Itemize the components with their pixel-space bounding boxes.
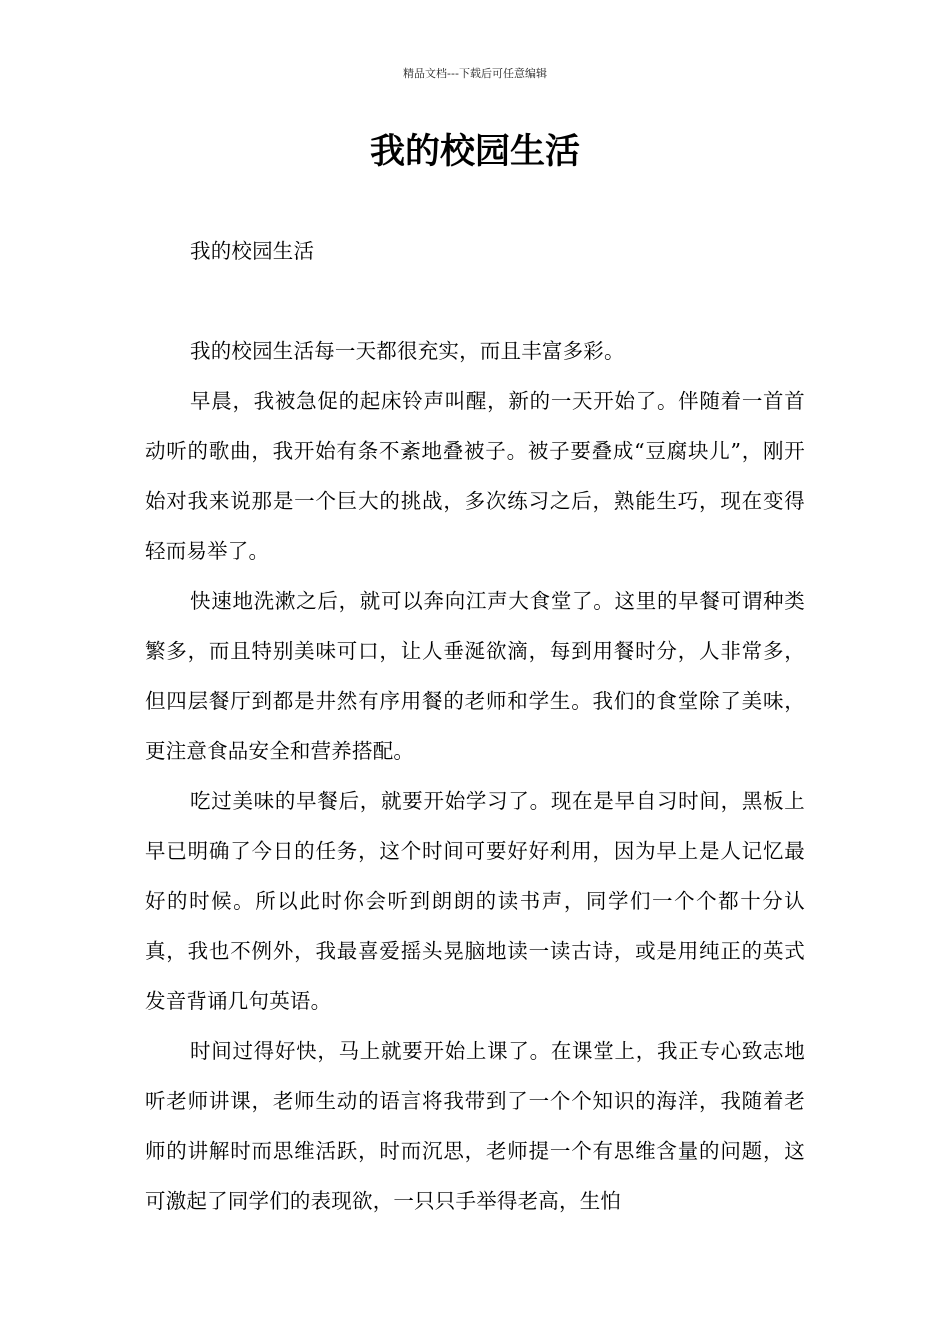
paragraph: 快速地洗漱之后，就可以奔向江声大食堂了。这里的早餐可谓种类繁多，而且特别美味可口，让人垂涎欲滴，每到用餐时分，人非常多，但四层餐厅到都是井然有序用餐的老师和学生。我们的食堂除了美味，更注意食品安全和营养搭配。 bbox=[145, 589, 805, 763]
section-subtitle: 我的校园生活 bbox=[190, 239, 315, 263]
header-note: 精品文档---下载后可任意编辑 bbox=[403, 67, 547, 80]
document-title: 我的校园生活 bbox=[369, 132, 580, 172]
paragraph: 吃过美味的早餐后，就要开始学习了。现在是早自习时间，黑板上早已明确了今日的任务，这个时间可要好好利用，因为早上是人记忆最好的时候。所以此时你会听到朗朗的读书声，同学们一个个都十分认真，我也不例外，我最喜爱摇头晃脑地读一读古诗，或是用纯正的英式发音背诵几句英语。 bbox=[145, 789, 805, 1013]
document-body bbox=[145, 226, 805, 1226]
paragraph: 时间过得好快，马上就要开始上课了。在课堂上，我正专心致志地听老师讲课，老师生动的语言将我带到了一个个知识的海洋，我随着老师的讲解时而思维活跃，时而沉思，老师提一个有思维含量的问题，这可激起了同学们的表现欲，一只只手举得老高，生怕 bbox=[145, 1039, 805, 1213]
paragraph: 早晨，我被急促的起床铃声叫醒，新的一天开始了。伴随着一首首动听的歌曲，我开始有条不紊地叠被子。被子要叠成“豆腐块儿”，刚开始对我来说那是一个巨大的挑战，多次练习之后，熟能生巧，现在变得轻而易举了。 bbox=[145, 389, 805, 563]
paragraph: 我的校园生活每一天都很充实，而且丰富多彩。 bbox=[190, 339, 625, 363]
